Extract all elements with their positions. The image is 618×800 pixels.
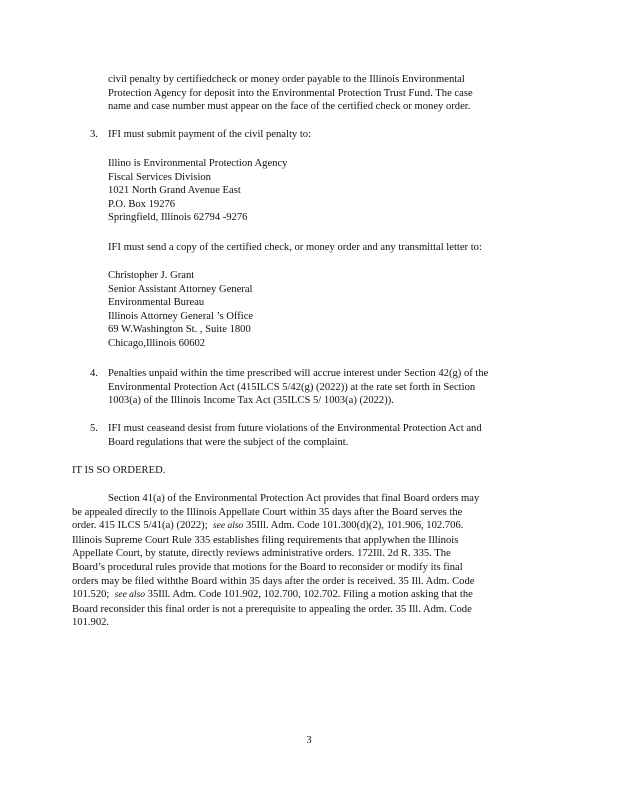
copy-address: [108, 269, 408, 351]
text-line: Penalties unpaid within the time prescribed will accrue interest under Section 42(g) of the: [108, 368, 489, 379]
text-line: Section 41(a) of the Environmental Protection Act provides that final Board orders may: [108, 493, 480, 504]
text-line: name and case number must appear on the face of the certified check or money order.: [108, 101, 471, 113]
address-line: Senior Assistant Attorney General: [108, 283, 253, 295]
appeal-rights-paragraph: [72, 492, 532, 630]
text-line: IFI must send a copy of the certified check, or money order and any transmittal letter to:: [108, 242, 482, 253]
address-line: 69 W.Washington St. , Suite 1800: [108, 324, 251, 336]
address-line: 1021 North Grand Avenue East: [108, 185, 241, 197]
text-line: IFI must ceaseand desist from future violations of the Environmental Protection Act and: [108, 423, 482, 434]
list-item-number: 5.: [90, 423, 98, 434]
list-item-number: 3.: [90, 129, 98, 140]
list-item-text: [108, 422, 540, 449]
text-line: 1003(a) of the Illinois Income Tax Act (35ILCS 5/ 1003(a) (2022)).: [108, 395, 394, 407]
list-item-text: [108, 128, 519, 142]
citation-signal: see also: [114, 590, 146, 601]
text-line: IFI must submit payment of the civil penalty to:: [108, 129, 312, 140]
text-line: Protection Agency for deposit into the Environmental Protection Trust Fund. The case: [108, 87, 473, 99]
address-line: Springfield, Illinois 62794 -9276: [108, 212, 248, 224]
list-item-text: [108, 367, 540, 408]
ordered-text: IT IS SO ORDERED.: [72, 465, 166, 476]
text-line: Illinois Supreme Court Rule 335 establishes filing requirements that applywhen the Illinois: [72, 534, 459, 546]
text-line: [72, 519, 532, 534]
continuation-paragraph: [108, 73, 519, 114]
address-line: Illino is Environmental Protection Agency: [108, 158, 288, 169]
ordered-statement: [72, 464, 272, 478]
text-line: Board reconsider this final order is not a prerequisite to appealing the order. 35 Ill. Adm. Code: [72, 603, 472, 615]
address-line: Illinois Attorney General ’s Office: [108, 310, 254, 322]
address-line: Environmental Bureau: [108, 297, 205, 309]
text-line: Board’s procedural rules provide that motions for the Board to reconsider or modify its final: [72, 561, 463, 573]
text-line: [72, 588, 532, 603]
address-line: P.O. Box 19276: [108, 198, 176, 210]
payment-address: [108, 157, 408, 225]
page-number: 3: [306, 735, 312, 746]
address-line: Chicago,Illinois 60602: [108, 337, 206, 349]
text-segment: 101.520;: [72, 589, 110, 601]
text-line: Board regulations that were the subject of the complaint.: [108, 436, 349, 448]
text-line: be appealed directly to the Illinois Appellate Court within 35 days after the Board serves the: [72, 506, 463, 518]
text-line: Appellate Court, by statute, directly reviews administrative orders. 172Ill. 2d R. 335. The: [72, 548, 451, 560]
text-segment: 35Ill. Adm. Code 101.300(d)(2), 101.906, 102.706.: [245, 520, 464, 532]
address-line: Christopher J. Grant: [108, 270, 195, 281]
text-line: Environmental Protection Act (415ILCS 5/42(g) (2022)) at the rate set forth in Section: [108, 381, 476, 393]
text-segment: order. 415 ILCS 5/41(a) (2022);: [72, 520, 208, 532]
text-line: 101.902.: [72, 617, 110, 629]
text-segment: 35Ill. Adm. Code 101.902, 102.700, 102.702. Filing a motion asking that the: [147, 589, 473, 601]
text-line: civil penalty by certifiedcheck or money order payable to the Illinois Environmental: [108, 74, 465, 85]
list-item-text: [108, 241, 528, 255]
citation-signal: see also: [212, 521, 244, 532]
text-line: orders may be filed withthe Board within 35 days after the order is received. 35 Ill. Adm. Code: [72, 575, 475, 587]
address-line: Fiscal Services Division: [108, 171, 211, 183]
list-item-number: 4.: [90, 368, 98, 379]
